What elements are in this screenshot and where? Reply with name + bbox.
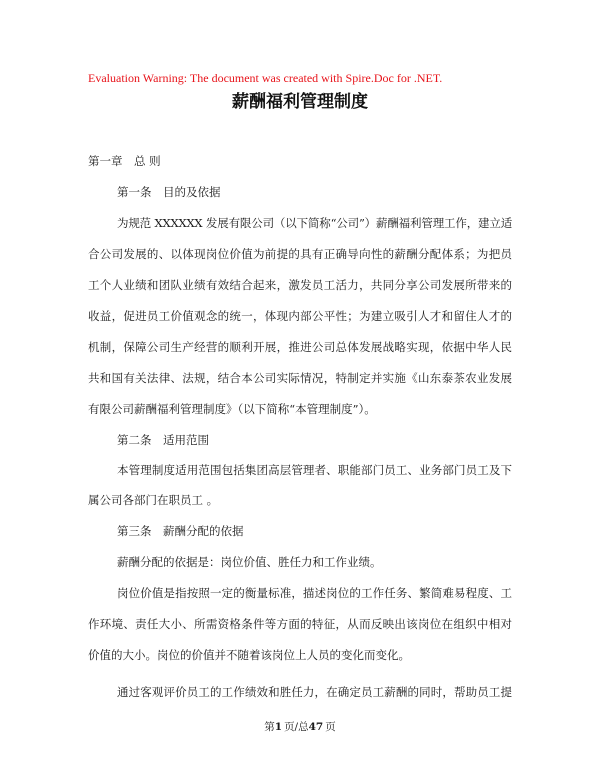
footer-suffix: 页 [325, 721, 336, 733]
article-3-line: 岗位价值是指按照一定的衡量标准，描述岗位的工作任务、繁简难易程度、工 [117, 586, 512, 600]
article-3-heading: 第三条 薪酬分配的依据 [117, 524, 244, 538]
article-3-line: 价值的大小。岗位的价值并不随着该岗位上人员的变化而变化。 [88, 648, 410, 662]
chapter-heading: 第一章 总 则 [88, 154, 161, 168]
article-2-line: 属公司各部门在职员工 。 [88, 493, 219, 507]
footer-page-number: 1 [274, 721, 283, 733]
article-3-line: 通过客观评价员工的工作绩效和胜任力，在确定员工薪酬的同时，帮助员工提 [117, 685, 512, 699]
article-2-line: 本管理制度适用范围包括集团高层管理者、职能部门员工、业务部门员工及下 [117, 463, 512, 477]
article-3-line: 作环境、责任大小、所需资格条件等方面的特征，从而反映出该岗位在组织中相对 [88, 617, 512, 631]
footer-total-pages: 47 [308, 721, 324, 733]
article-1-heading: 第一条 目的及依据 [117, 185, 221, 199]
evaluation-warning: Evaluation Warning: The document was created with Spire.Doc for .NET. [88, 71, 443, 85]
article-1-line: 工个人业绩和团队业绩有效结合起来，激发员工活力，共同分享公司发展所带来的 [88, 278, 512, 292]
article-1-line: 合公司发展的、以体现岗位价值为前提的具有正确导向性的薪酬分配体系；为把员 [88, 247, 512, 261]
article-1-line: 有限公司薪酬福利管理制度》（以下简称“本管理制度”）。 [88, 402, 376, 416]
article-2-heading: 第二条 适用范围 [117, 433, 209, 447]
article-3-line: 薪酬分配的依据是：岗位价值、胜任力和工作业绩。 [117, 555, 382, 569]
article-1-line: 为规范 XXXXXX 发展有限公司（以下简称“公司”）薪酬福利管理工作，建立适 [117, 216, 512, 230]
article-1-line: 机制，保障公司生产经营的顺利开展，推进公司总体发展战略实现，依据中华人民 [88, 340, 512, 354]
article-1-line: 共和国有关法律、法规，结合本公司实际情况，特制定并实施《山东泰茶农业发展 [88, 371, 512, 385]
page-footer [0, 719, 600, 735]
footer-prefix: 第 [264, 721, 275, 733]
article-1-line: 收益，促进员工价值观念的统一，体现内部公平性；为建立吸引人才和留住人才的 [88, 309, 512, 323]
document-title: 薪酬福利管理制度 [232, 92, 368, 112]
footer-middle: 页/总 [284, 721, 309, 733]
